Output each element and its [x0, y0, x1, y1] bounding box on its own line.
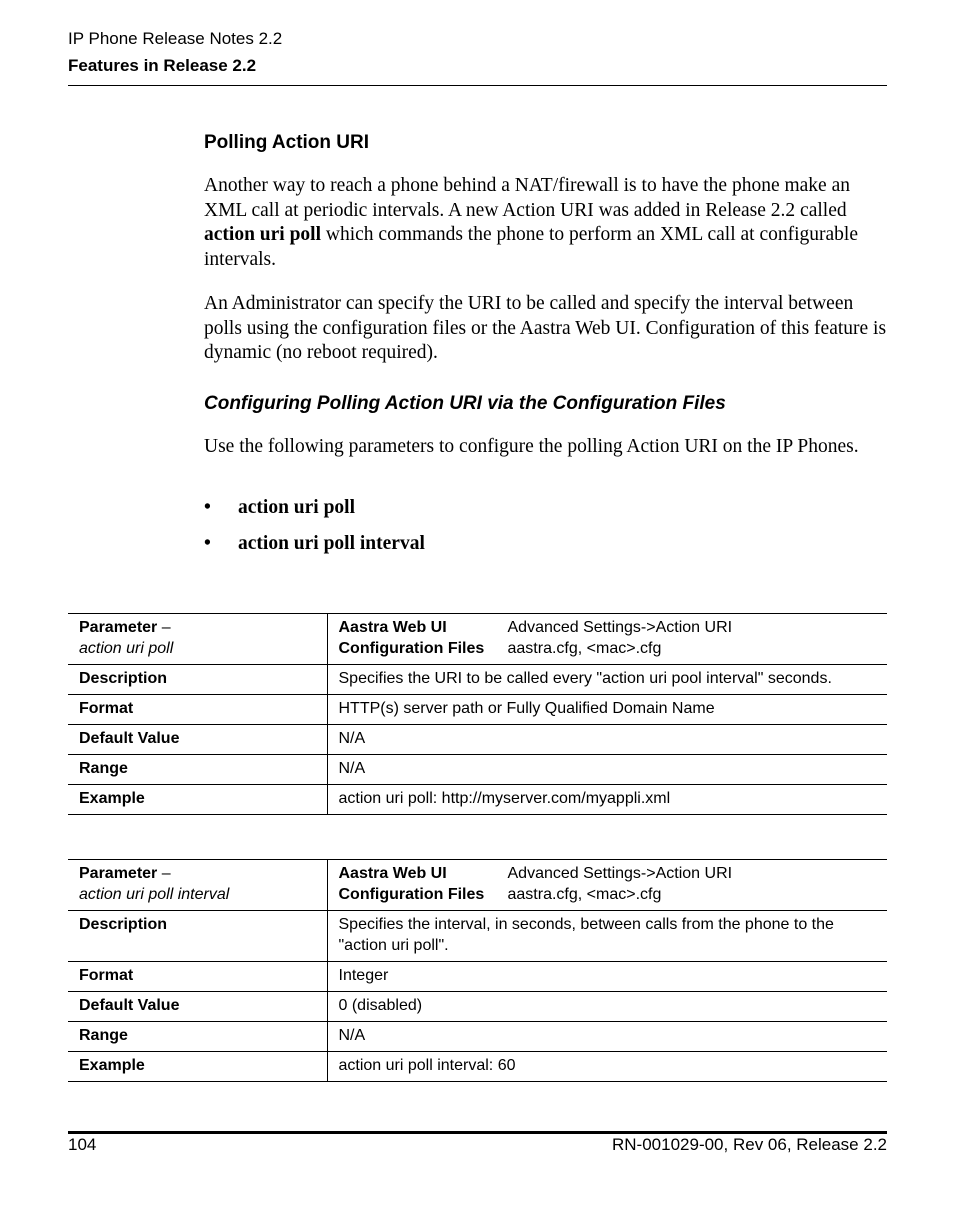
table-row: Example action uri poll: http://myserver.com/myappli.xml: [68, 785, 887, 815]
document-id: RN-001029-00, Rev 06, Release 2.2: [612, 1135, 887, 1154]
footer-rule: [68, 1131, 887, 1134]
action-uri-poll-term: action uri poll: [204, 224, 322, 245]
table-row: Format Integer: [68, 962, 887, 992]
table-row: Default Value N/A: [68, 725, 887, 755]
parameter-name: action uri poll: [79, 640, 174, 657]
parameter-table-action-uri-poll: [68, 613, 887, 815]
list-item: • action uri poll interval: [204, 533, 425, 554]
intro-paragraph: Another way to reach a phone behind a NAT/firewall is to have the phone make an XML call at periodic intervals. A new Action URI was added in Release 2.2 called action uri poll which commands the phone to perform an XML call at configurable intervals.: [204, 175, 858, 270]
parameter-name: action uri poll interval: [79, 886, 230, 903]
list-item: • action uri poll: [204, 497, 356, 518]
table-row: Description Specifies the URI to be called every "action uri pool interval" seconds.: [68, 665, 887, 695]
bullet-icon: •: [204, 533, 211, 554]
header-rule: [68, 85, 887, 86]
header-section: Features in Release 2.2: [68, 56, 257, 75]
table-row: Description Specifies the interval, in seconds, between calls from the phone to the "action uri poll".: [68, 911, 887, 962]
parameters-paragraph: Use the following parameters to configure the polling Action URI on the IP Phones.: [204, 436, 859, 457]
table-row: Default Value 0 (disabled): [68, 992, 887, 1022]
parameter-table-action-uri-poll-interval: [68, 859, 887, 1082]
table-row: Range N/A: [68, 1022, 887, 1052]
header-title: IP Phone Release Notes 2.2: [68, 29, 283, 48]
section-heading: Polling Action URI: [204, 132, 370, 153]
table-row: Example action uri poll interval: 60: [68, 1052, 887, 1082]
table-row: Format HTTP(s) server path or Fully Qualified Domain Name: [68, 695, 887, 725]
table-row: Range N/A: [68, 755, 887, 785]
table-row: Parameter – action uri poll Aastra Web UI Advanced Settings->Action URI Configuration Files aastra.cfg, <mac>.cfg: [68, 614, 887, 665]
bullet-icon: •: [204, 497, 211, 518]
subsection-heading: Configuring Polling Action URI via the Configuration Files: [204, 393, 726, 414]
admin-paragraph: An Administrator can specify the URI to be called and specify the interval between polls using the configuration files or the Aastra Web UI. Configuration of this feature is dynamic (no reboot required).: [204, 293, 887, 363]
table-row: Parameter – action uri poll interval Aastra Web UI Advanced Settings->Action URI Configuration Files aastra.cfg, <mac>.cfg: [68, 860, 887, 911]
page-number: 104: [68, 1135, 97, 1154]
parameter-list: [204, 496, 888, 568]
